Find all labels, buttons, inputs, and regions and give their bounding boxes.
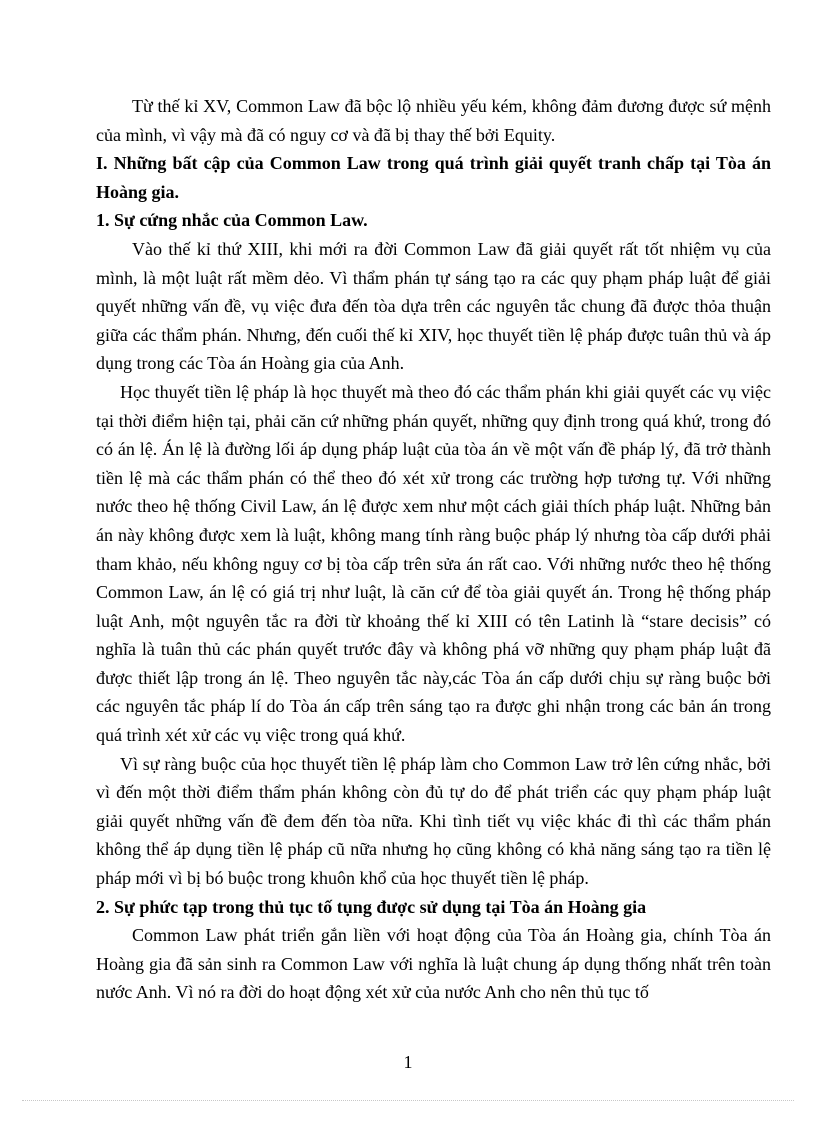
section-heading-1: I. Những bất cập của Common Law trong quá trình giải quyết tranh chấp tại Tòa án Hoàng gia. [96, 153, 771, 202]
body-paragraph: Common Law phát triển gắn liền với hoạt động của Tòa án Hoàng gia, chính Tòa án Hoàng gia đã sản sinh ra Common Law với nghĩa là luật chung áp dụng thống nhất trên toàn nước Anh. Vì nó ra đời do hoạt động xét xử của nước Anh cho nên thủ tục tố [96, 925, 771, 1003]
body-paragraph: Học thuyết tiền lệ pháp là học thuyết mà theo đó các thẩm phán khi giải quyết các vụ việc tại thời điểm hiện tại, phải căn cứ những phán quyết, những quy định trong quá khứ, trong đó có án lệ. Án lệ là đường lối áp dụng pháp luật của tòa án về một vấn đề pháp lý, đã trở thành tiền lệ mà các thẩm phán có thể theo đó xét xử trong các trường hợp tương tự. Với những nước theo hệ thống Civil Law, án lệ được xem như một cách giải thích pháp luật. Những bản án này không được xem là luật, không mang tính ràng buộc pháp lý nhưng tòa cấp dưới phải tham khảo, nếu không nguy cơ bị tòa cấp trên sửa án rất cao. Với những nước theo hệ thống Common Law, án lệ có giá trị như luật, là căn cứ để tòa giải quyết án. Trong hệ thống pháp luật Anh, một nguyên tắc ra đời từ khoảng thế kỉ XIII có tên Latinh là “stare decisis” có nghĩa là tuân thủ các phán quyết trước đây và không phá vỡ những quy phạm pháp luật đã được thiết lập trong án lệ. Theo nguyên tắc này,các Tòa án cấp dưới chịu sự ràng buộc bởi các nguyên tắc pháp lí do Tòa án cấp trên sáng tạo ra được ghi nhận trong các bản án trong quá trình xét xử các vụ việc trong quá khứ. [96, 381, 771, 746]
subsection-heading-2: 2. Sự phức tạp trong thủ tục tố tụng được sử dụng tại Tòa án Hoàng gia [96, 896, 647, 917]
body-paragraph: Vì sự ràng buộc của học thuyết tiền lệ pháp làm cho Common Law trở lên cứng nhắc, bởi vì đến một thời điểm thẩm phán không còn đủ tự do để phát triển các quy phạm pháp luật giải quyết những vấn đề đem đến tòa nữa. Khi tình tiết vụ việc khác đi thì các thẩm phán không thể áp dụng tiền lệ pháp cũ nữa nhưng họ cũng không có khả năng sáng tạo ra tiền lệ pháp mới vì bị bó buộc trong khuôn khổ của học thuyết tiền lệ pháp. [96, 753, 771, 889]
intro-paragraph: Từ thế kỉ XV, Common Law đã bộc lộ nhiều yếu kém, không đảm đương được sứ mệnh của mình, vì vậy mà đã có nguy cơ và đã bị thay thế bởi Equity. [96, 96, 771, 145]
document-page [96, 92, 771, 1007]
page-number: 1 [403, 1052, 413, 1072]
page-bottom-divider [22, 1100, 794, 1101]
subsection-heading-1: 1. Sự cứng nhắc của Common Law. [96, 210, 368, 231]
body-paragraph: Vào thế kỉ thứ XIII, khi mới ra đời Common Law đã giải quyết rất tốt nhiệm vụ của mình, là một luật rất mềm dẻo. Vì thẩm phán tự sáng tạo ra các quy phạm pháp luật để giải quyết những vấn đề, vụ việc đưa đến tòa dựa trên các nguyên tắc chung đã được thỏa thuận giữa các thẩm phán. Nhưng, đến cuối thế kỉ XIV, học thuyết tiền lệ pháp được tuân thủ và áp dụng trong các Tòa án Hoàng gia của Anh. [96, 238, 771, 374]
